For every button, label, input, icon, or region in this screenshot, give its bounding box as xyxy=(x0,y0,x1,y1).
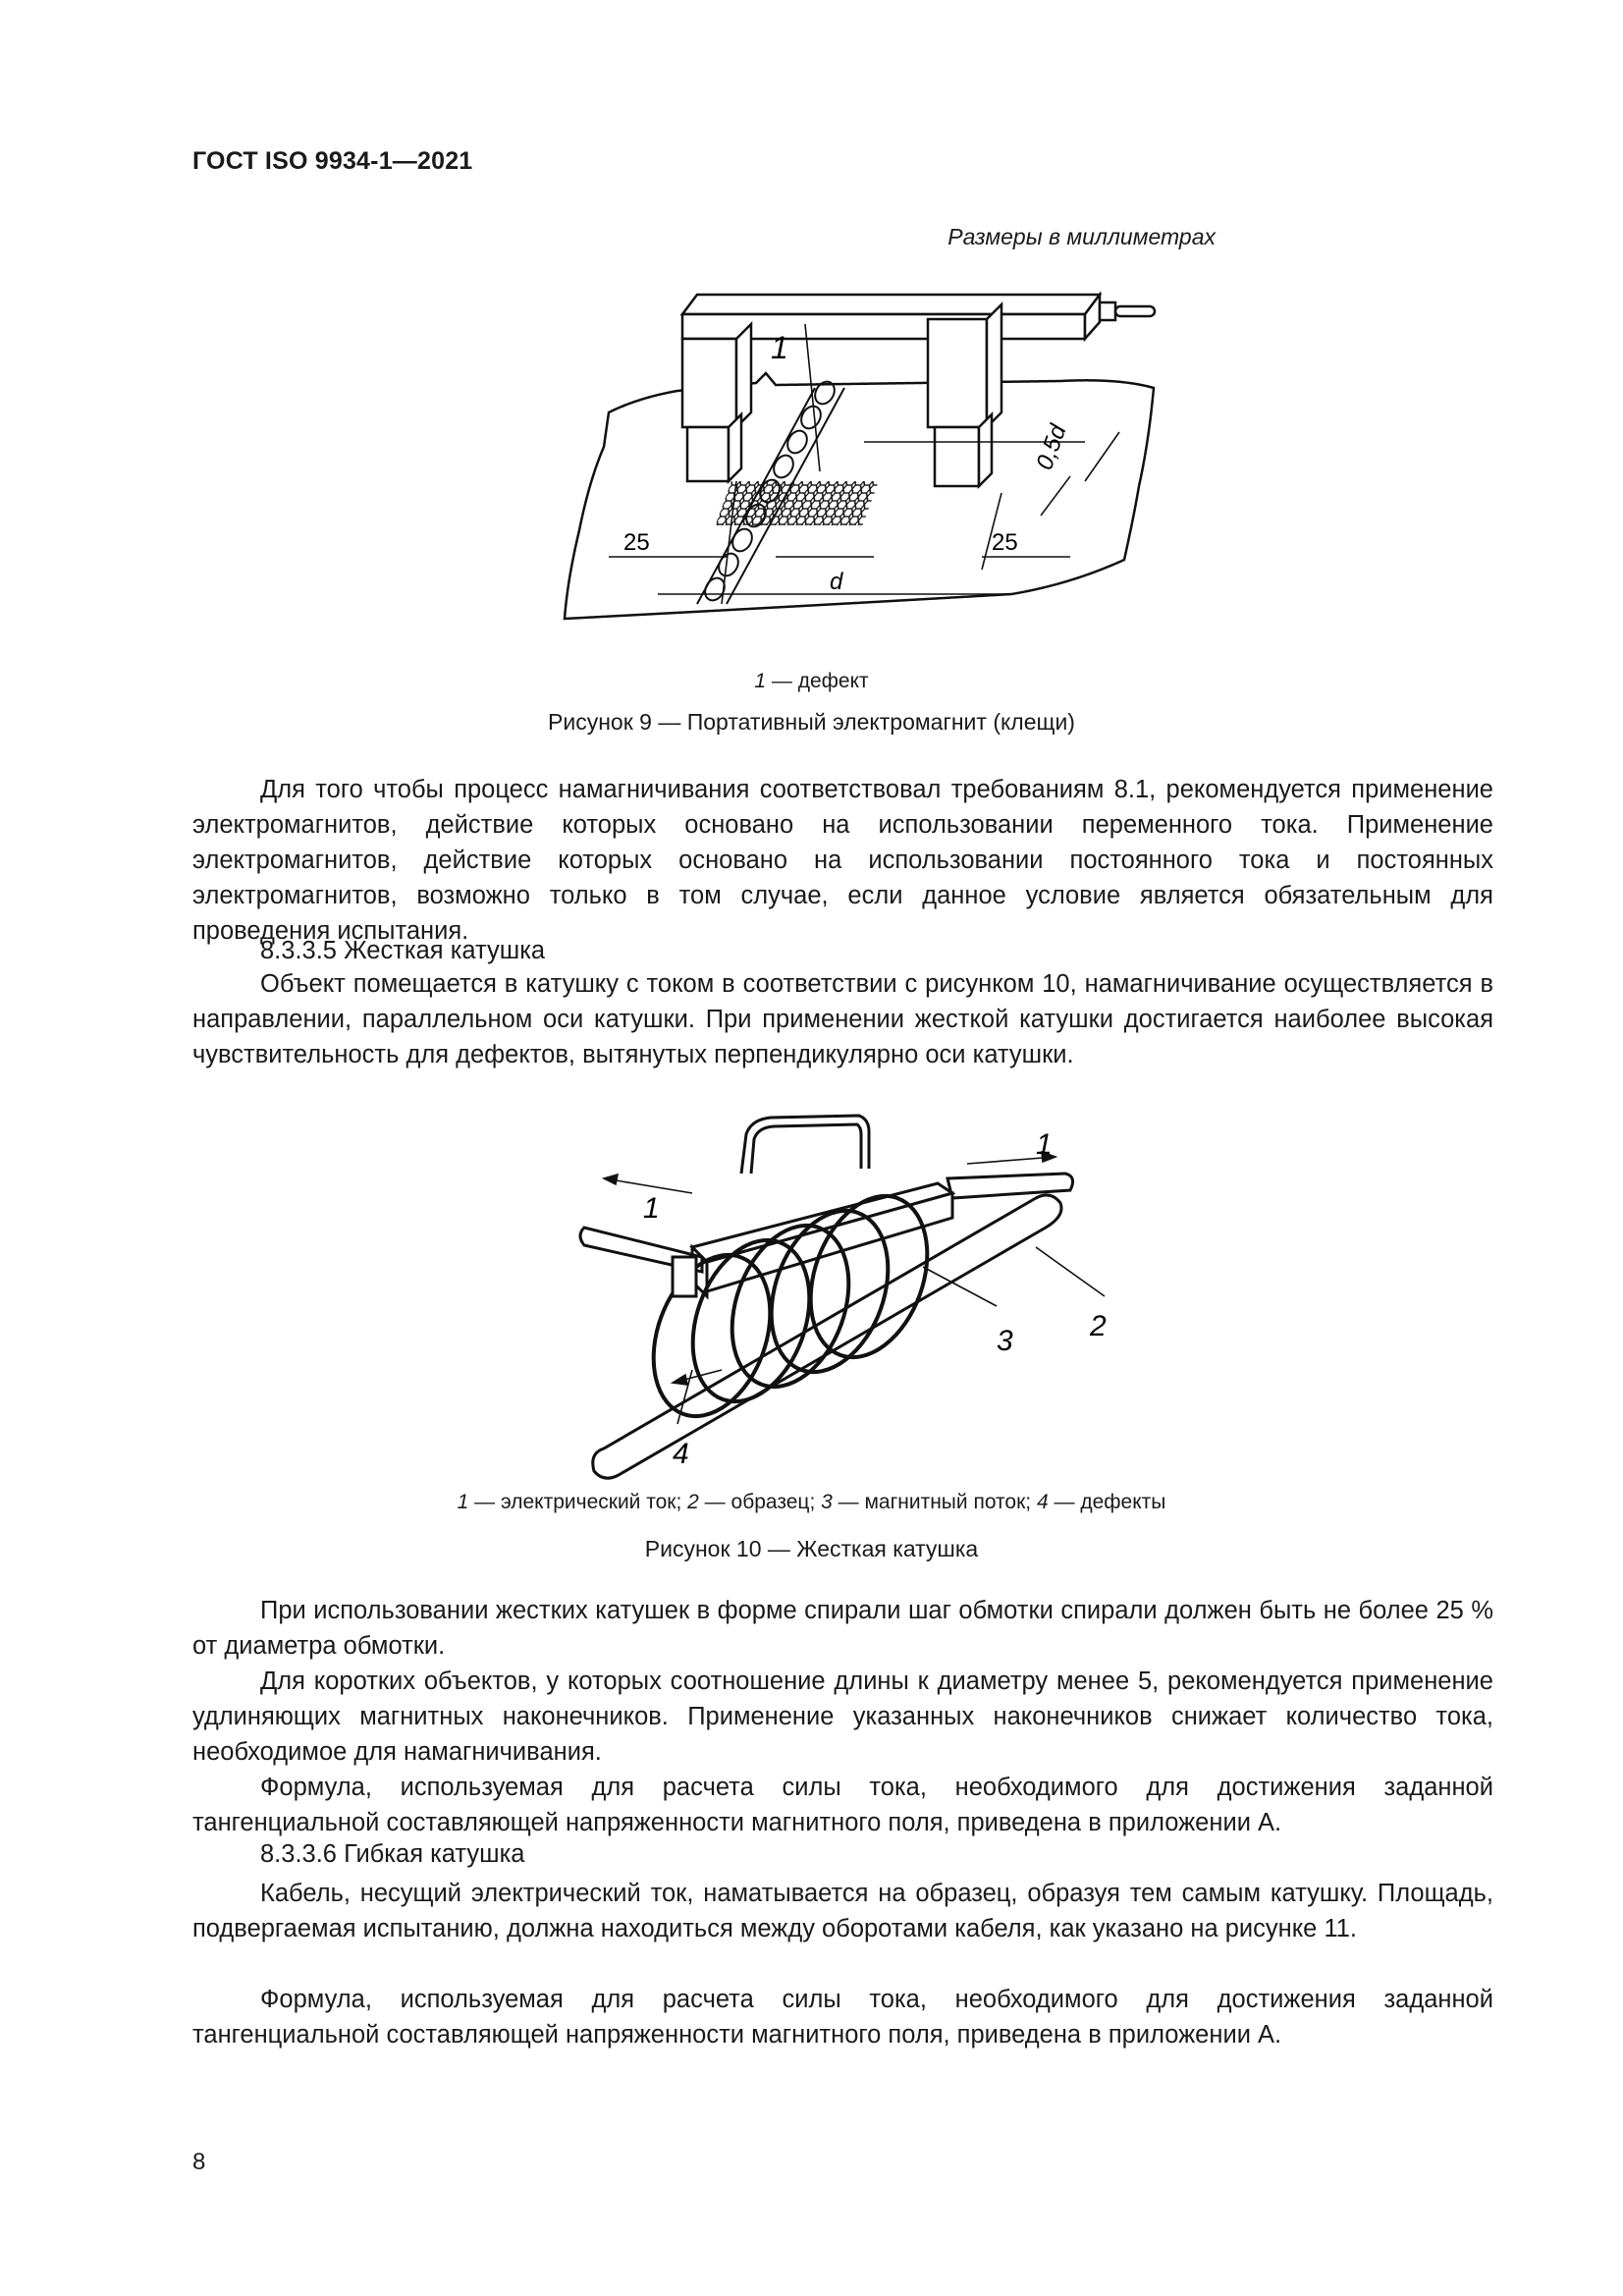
fig10-label-1-right: 1 xyxy=(1036,1128,1053,1161)
fig9-legend-text: — дефект xyxy=(766,670,869,692)
fig10-label-4: 4 xyxy=(673,1438,689,1470)
page-number: 8 xyxy=(192,2149,206,2175)
section-heading-8-3-3-5: 8.3.3.5 Жесткая катушка xyxy=(260,937,546,964)
paragraph-magnetization xyxy=(192,772,1493,949)
figure-9-caption: Рисунок 9 — Портативный электромагнит (клещи) xyxy=(548,709,1075,735)
legend-num: 3 xyxy=(821,1491,833,1513)
paragraph-rigid-coil xyxy=(192,966,1493,1072)
paragraph-text: Формула, используемая для расчета силы тока, необходимого для достижения заданной тангенциальной составляющей напряженности магнитного поля, приведена в приложении А. xyxy=(192,1774,1493,1836)
legend-num: 1 xyxy=(457,1491,469,1513)
fig9-dim-right: 25 xyxy=(992,529,1018,556)
fig9-legend-num: 1 xyxy=(754,670,767,692)
legend-text: — дефекты xyxy=(1048,1491,1166,1513)
figure-10-legend xyxy=(0,1491,1623,1514)
current-lead-back xyxy=(947,1174,1073,1198)
paragraph-text: Для того чтобы процесс намагничивания соответствовал требованиям 8.1, рекомендуется применение электромагнитов, действие которых основано на использовании переменного тока. Применение электромагнитов, действие которых основано на использовании постоянного тока и постоянных электромагнитов, возможно только в том случае, если данное условие является обязательным для проведения испытания. xyxy=(192,776,1493,945)
electromagnet-yoke xyxy=(682,295,1155,486)
figure-9-legend xyxy=(0,670,1623,693)
figure-10-drawing xyxy=(574,1110,1124,1483)
dimensions-note: Размеры в миллиметрах xyxy=(947,224,1216,249)
figure-10-caption: Рисунок 10 — Жесткая катушка xyxy=(644,1536,979,1561)
paragraph-text: Объект помещается в катушку с током в соответствии с рисунком 10, намагничивание осуществляется в направлении, параллельном оси катушки. При применении жесткой катушки достигается наиболее высокая чувствительность для дефектов, вытянутых перпендикулярно оси катушки. xyxy=(192,970,1493,1068)
paragraph-text: Для коротких объектов, у которых соотношение длины к диаметру менее 5, рекомендуется применение удлиняющих магнитных наконечников. Применение указанных наконечников снижает количество тока, необходимое для намагничивания. xyxy=(192,1667,1493,1766)
fig9-dim-d: d xyxy=(830,569,843,595)
legend-text: — образец; xyxy=(698,1491,822,1513)
fig10-label-1-left: 1 xyxy=(643,1192,660,1225)
paragraph-text: Кабель, несущий электрический ток, наматывается на образец, образуя тем самым катушку. Площадь, подвергаемая испытанию, должна находиться между оборотами кабеля, как указано на рисунке 11. xyxy=(192,1880,1493,1942)
fig10-label-2: 2 xyxy=(1090,1310,1107,1342)
fig10-label-3: 3 xyxy=(997,1325,1013,1357)
fig9-dim-half-d: 0,5d xyxy=(1031,420,1072,474)
document-header: ГОСТ ISO 9934-1—2021 xyxy=(192,147,473,175)
section-heading-8-3-3-6: 8.3.3.6 Гибкая катушка xyxy=(260,1840,525,1868)
hatched-zone xyxy=(716,481,879,525)
fig9-label-defect: 1 xyxy=(771,330,788,365)
paragraph-formula-1 xyxy=(192,1770,1493,1840)
paragraph-formula-2 xyxy=(192,1982,1493,2052)
legend-text: — электрический ток; xyxy=(468,1491,688,1513)
legend-num: 4 xyxy=(1036,1491,1049,1513)
legend-text: — магнитный поток; xyxy=(832,1491,1037,1513)
fig9-dim-left: 25 xyxy=(623,529,650,556)
paragraph-short-objects xyxy=(192,1664,1493,1770)
paragraph-flexible-coil xyxy=(192,1876,1493,1946)
paragraph-spiral-pitch xyxy=(192,1593,1493,1664)
legend-num: 2 xyxy=(687,1491,699,1513)
paragraph-text: Формула, используемая для расчета силы тока, необходимого для достижения заданной тангенциальной составляющей напряженности магнитного поля, приведена в приложении А. xyxy=(192,1986,1493,2049)
figure-9-drawing xyxy=(550,265,1159,658)
paragraph-text: При использовании жестких катушек в форме спирали шаг обмотки спирали должен быть не более 25 % от диаметра обмотки. xyxy=(192,1597,1493,1660)
